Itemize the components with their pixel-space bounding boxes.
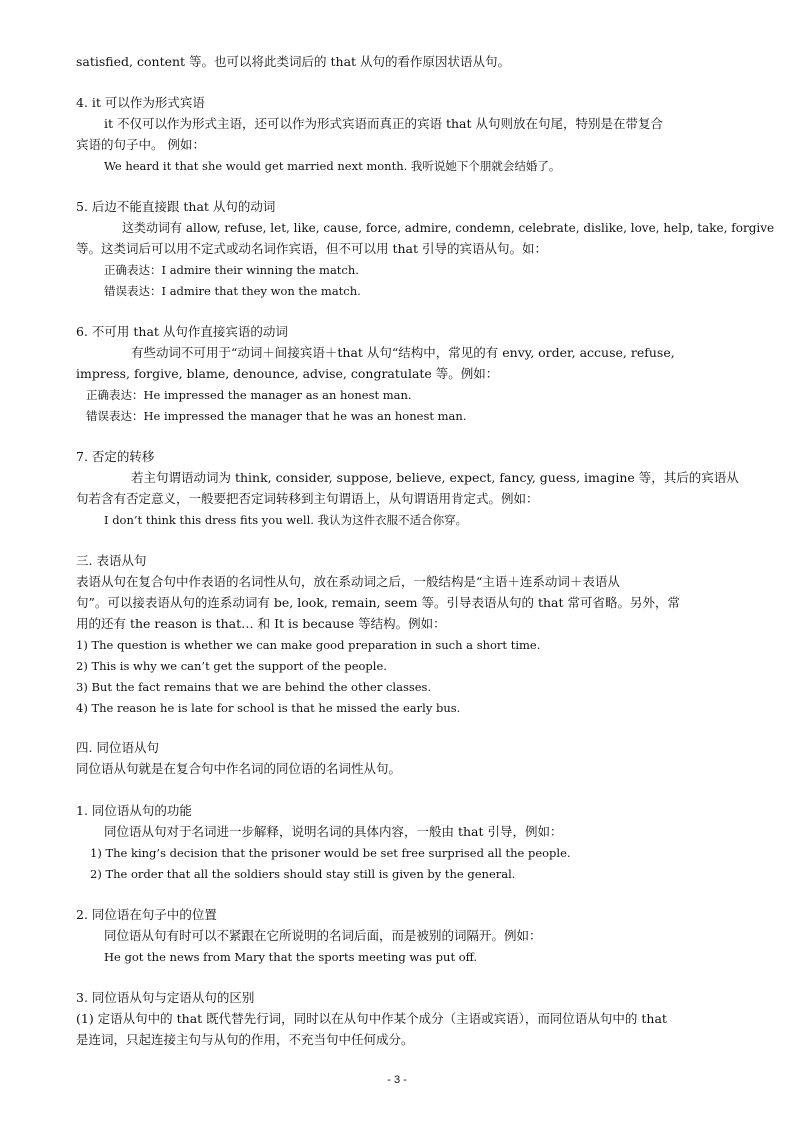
example-line: 2) The order that all the soldiers should stay still is given by the general.	[90, 867, 516, 881]
text-line: it 不仅可以作为形式主语，还可以作为形式宾语而真正的宾语 that 从句则放在句尾，特别是在带复合	[104, 116, 663, 131]
example-line: 4) The reason he is late for school is that he missed the early bus.	[76, 701, 461, 715]
example-line: 3) But the fact remains that we are behind the other classes.	[76, 680, 432, 694]
example-line: 1) The question is whether we can make good preparation in such a short time.	[76, 638, 541, 652]
section-heading: 3. 同位语从句与定语从句的区别	[76, 990, 255, 1005]
text-line: impress, forgive, blame, denounce, advise, congratulate 等。例如：	[76, 366, 499, 381]
section-heading: 5. 后边不能直接跟 that 从句的动词	[76, 199, 276, 214]
text-line: 同位语从句有时可以不紧跟在它所说明的名词后面，而是被别的词隔开。例如：	[104, 928, 542, 943]
text-line: 句若含有否定意义，一般要把否定词转移到主句谓语上，从句谓语用肯定式。例如：	[76, 491, 539, 506]
text-line: (1) 定语从句中的 that 既代替先行词，同时以在从句中作某个成分（主语或宾语），而同位语从句中的 that	[76, 1011, 667, 1026]
section-heading: 1. 同位语从句的功能	[76, 803, 192, 818]
text-line: 宾语的句子中。 例如：	[76, 137, 205, 152]
example-line: 错误表达：He impressed the manager that he was an honest man.	[86, 409, 467, 423]
section-heading: 2. 同位语在句子中的位置	[76, 907, 217, 922]
text-line: 同位语从句对于名词进一步解释，说明名词的具体内容，一般由 that 引导，例如：	[104, 824, 563, 839]
example-line: He got the news from Mary that the sports meeting was put off.	[104, 950, 478, 964]
text-line: satisfied, content 等。也可以将此类词后的 that 从句的看作原因状语从句。	[76, 54, 511, 69]
text-line: 表语从句在复合句中作表语的名词性从句，放在系动词之后，一般结构是“主语＋连系动词＋表语从	[76, 574, 620, 589]
text-line: 有些动词不可用于“动词＋间接宾语＋that 从句“结构中，常见的有 envy, order, accuse, refuse,	[131, 345, 675, 360]
text-line: 句”。可以接表语从句的连系动词有 be, look, remain, seem 等。引导表语从句的 that 常可省略。另外，常	[76, 595, 680, 610]
text-line: 是连词，只起连接主句与从句的作用，不充当句中任何成分。	[76, 1032, 414, 1047]
example-line: 错误表达：I admire that they won the match.	[104, 284, 361, 298]
example-line: 1) The king’s decision that the prisoner would be set free surprised all the people.	[90, 846, 571, 860]
example-line: I don’t think this dress fits you well. 我认为这件衣服不适合你穿。	[104, 513, 468, 527]
section-heading: 6. 不可用 that 从句作直接宾语的动词	[76, 324, 288, 339]
text-line: 用的还有 the reason is that… 和 It is because 等结构。例如：	[76, 616, 446, 631]
text-line: 这类动词有 allow, refuse, let, like, cause, force, admire, condemn, celebrate, dislike, love, help, take, forgive	[122, 220, 775, 235]
example-line: 正确表达：I admire their winning the match.	[104, 263, 359, 277]
text-line: 等。这类词后可以用不定式或动名词作宾语，但不可以用 that 引导的宾语从句。如：	[76, 241, 547, 256]
text-line: 同位语从句就是在复合句中作名词的同位语的名词性从句。	[76, 761, 402, 776]
example-line: We heard it that she would get married next month. 我听说她下个朋就会结婚了。	[104, 159, 561, 173]
section-heading: 7. 否定的转移	[76, 449, 155, 464]
example-line: 2) This is why we can’t get the support of the people.	[76, 659, 387, 673]
section-heading: 三. 表语从句	[76, 553, 147, 568]
section-heading: 4. it 可以作为形式宾语	[76, 95, 205, 110]
page-number: - 3 -	[387, 1074, 407, 1086]
text-line: 若主句谓语动词为 think, consider, suppose, believe, expect, fancy, guess, imagine 等，其后的宾语从	[131, 470, 739, 485]
example-line: 正确表达：He impressed the manager as an honest man.	[86, 388, 412, 402]
section-heading: 四. 同位语从句	[76, 740, 159, 755]
